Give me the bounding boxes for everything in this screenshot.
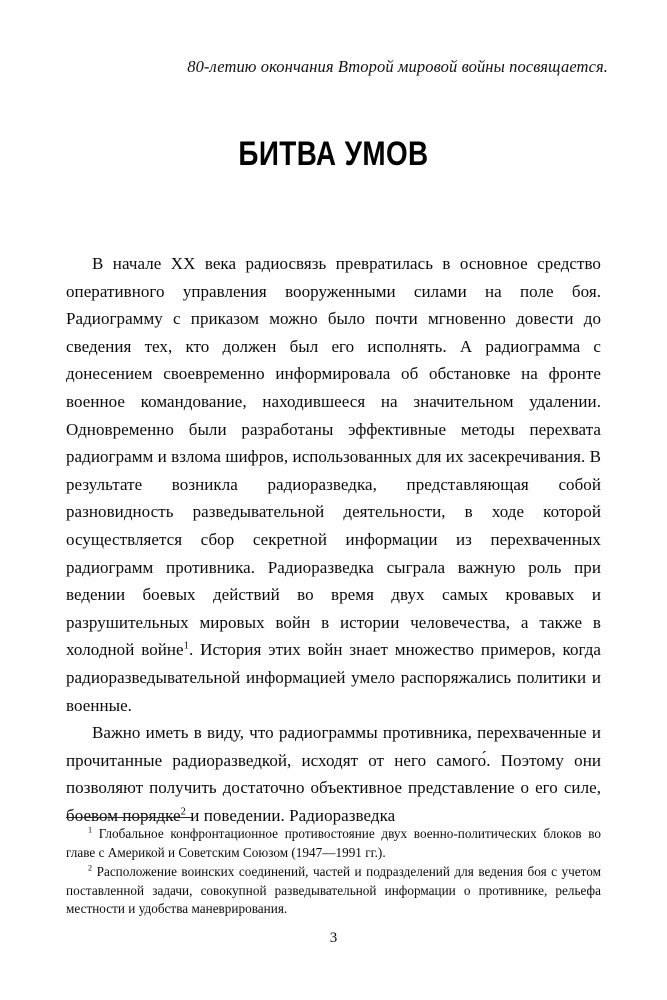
footnote-marker: 2: [88, 863, 93, 873]
footnote-marker: 1: [88, 825, 93, 835]
footnote-reference: 1: [183, 640, 189, 652]
epigraph: 80-летию окончания Второй мировой войны посвящается.: [187, 57, 608, 76]
page-title: БИТВА УМОВ: [238, 134, 429, 173]
footnote-reference: 2: [180, 806, 186, 818]
body-text: [66, 250, 601, 829]
footnote-item: $^1$ Глобальное конфронтационное противостояние двух военно-политических блоков во главе с Америкой и Советским Союзом (1947—1991 гг.).: [66, 825, 601, 860]
footnote-separator-rule: [66, 817, 192, 818]
body-paragraph: В начале XX века радиосвязь превратилась в основное средство оперативного управления вооруженными силами на поле боя. Радиограмму с приказом можно было почти мгновенно довести до сведения тех, кто должен был его исполнять. А радиограмма с донесением своевременно информировала об обстановке на фронте военное командование, находившееся на значительном удалении. Одновременно были разработаны эффективные методы перехвата радиограмм и взлома шифров, использованных для их засекречивания. В результате возникла радиоразведка, представляющая собой разновидность разведывательной деятельности, в ходе которой осуществляется сбор секретной информации из перехваченных радиограмм противника. Радиоразведка сыграла важную роль при ведении боевых действий во время двух самых кровавых и разрушительных мировых войн в истории человечества, а также в холодной войне$^1$. История этих войн знает множество примеров, когда радиоразведывательной информацией умело распоряжались политики и военные.: [66, 254, 601, 715]
page-number: 3: [329, 930, 338, 946]
footnote-section: [66, 817, 601, 919]
footnote-item: $^2$ Расположение воинских соединений, частей и подразделений для ведения боя с учетом поставленной задачи, совокупной разведывательной информации о противнике, рельефа местности и удобства маневрирования.: [66, 863, 601, 917]
body-paragraph: Важно иметь в виду, что радиограммы противника, перехваченные и прочитанные радиоразведкой, исходят от него самого́. Поэтому они позволяют получить достаточно объективное представление о его силе, боевом порядке$^2$ и поведении. Радиоразведка: [66, 723, 601, 825]
